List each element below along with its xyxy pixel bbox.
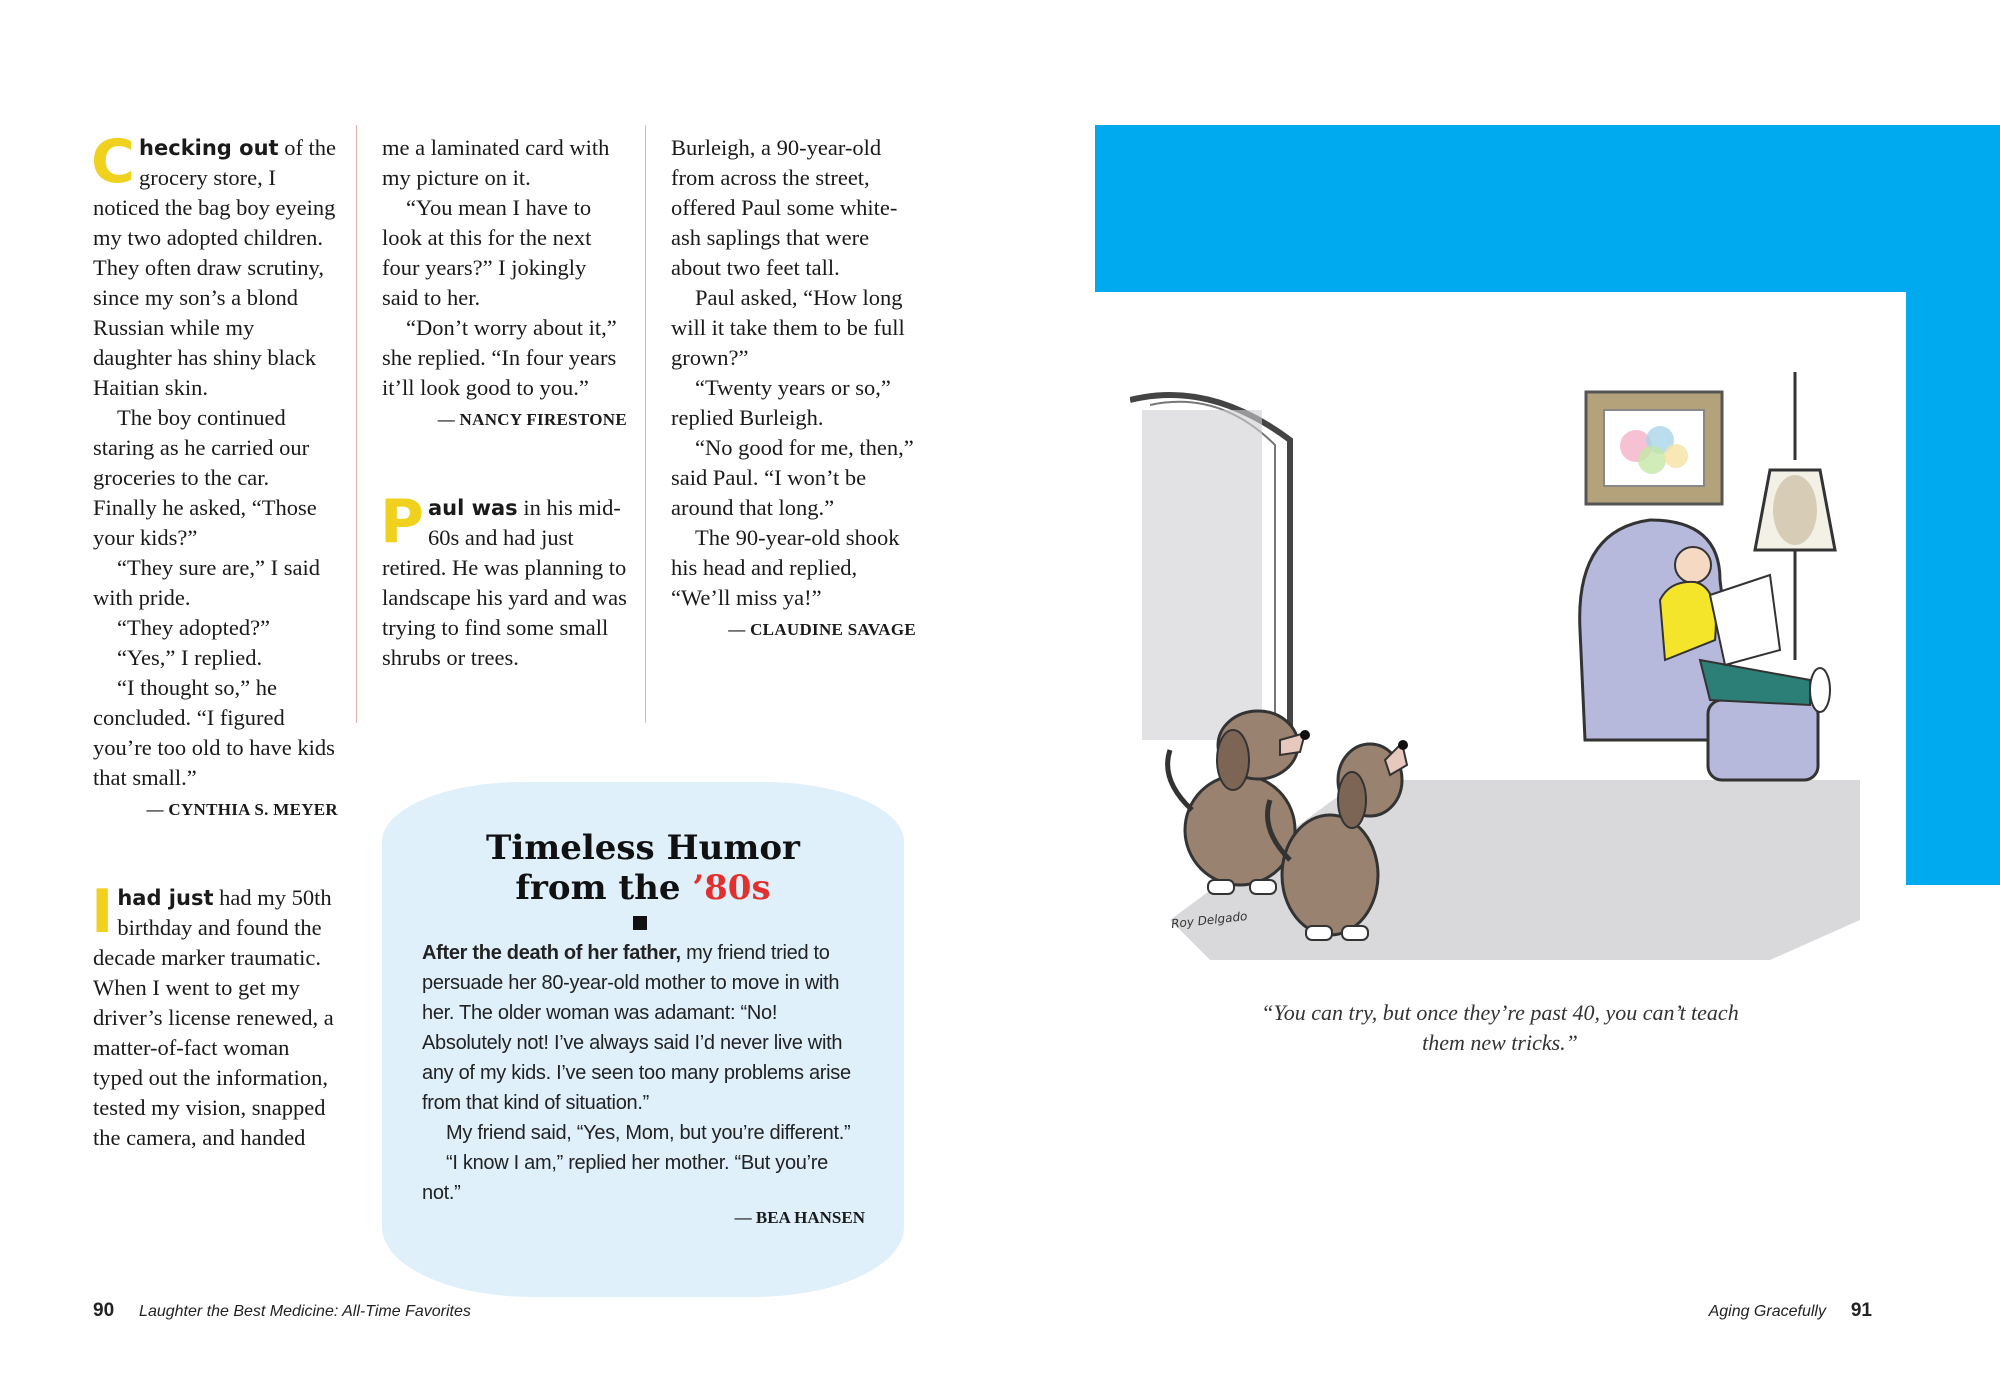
story3-para3: “Twenty years or so,” replied Burleigh. xyxy=(671,375,891,430)
drop-cap: P xyxy=(380,487,424,557)
footer-right xyxy=(1709,1300,1872,1322)
sidebar-para2: My friend said, “Yes, Mom, but you’re different.” xyxy=(446,1122,851,1144)
story1-para4: “They adopted?” xyxy=(117,615,271,640)
story3-para2: Paul asked, “How long will it take them to be full grown?” xyxy=(671,285,905,370)
story1-para6: “I thought so,” he concluded. “I figured you’re too old to have kids that small.” xyxy=(93,675,335,790)
artist-signature: Roy Delgado xyxy=(1170,909,1249,931)
section-title: Aging Gracefully xyxy=(1708,1303,1826,1320)
story3-para1-cont: Burleigh, a 90-year-old from across the street, offered Paul some white-ash saplings that were about two feet tall. xyxy=(671,135,898,280)
story-column-1 xyxy=(91,127,338,1153)
byline: — BEA HANSEN xyxy=(734,1208,865,1227)
lead-in: hecking out xyxy=(139,136,279,160)
story-column-2 xyxy=(382,133,627,673)
cartoon-caption: “You can try, but once they’re past 40, you can’t teach them new tricks.” xyxy=(1261,1000,1739,1055)
sidebar-para1: After the death of her father, my friend tried to persuade her 80-year-old mother to move in with her. The older woman was adamant: “No! Absolutely not! I’ve always said I’d never live with any of my kids. I’ve seen too many problems arise from that kind of situation.” xyxy=(422,942,851,1114)
column-rule xyxy=(645,125,646,723)
footer-left xyxy=(93,1300,471,1322)
story3-para5: The 90-year-old shook his head and replied, “We’ll miss ya!” xyxy=(671,525,900,610)
sidebar-story xyxy=(422,938,862,1208)
story1-para5: “Yes,” I replied. xyxy=(117,645,263,670)
story1-para2: The boy continued staring as he carried our groceries to the car. Finally he asked, “Those your kids?” xyxy=(93,405,317,550)
drop-cap: C xyxy=(91,127,136,197)
story3-para1: Paul was in his mid-60s and had just retired. He was planning to landscape his yard and was trying to find some small shrubs or trees. xyxy=(380,487,627,670)
page-number: 90 xyxy=(93,1300,115,1321)
story-column-3 xyxy=(671,133,916,645)
story1-para3: “They sure are,” I said with pride. xyxy=(93,555,321,610)
story3-para4: “No good for me, then,” said Paul. “I won’t be around that long.” xyxy=(671,435,914,520)
story2-para1: Ihad just had my 50th birthday and found the decade marker traumatic. When I went to get my driver’s license renewed, a matter-of-fact woman typed out the information, tested my vision, snapped the camera, and handed xyxy=(91,877,334,1150)
square-bullet-icon xyxy=(633,916,647,930)
lead-in: aul was xyxy=(427,496,518,520)
story2-para1-cont: me a laminated card with my picture on it. xyxy=(382,135,610,190)
story2-para2: “You mean I have to look at this for the next four years?” I jokingly said to her. xyxy=(382,195,592,310)
cartoon-illustration xyxy=(1130,360,1860,980)
sidebar-para3: “I know I am,” replied her mother. “But you’re not.” xyxy=(422,1152,828,1204)
book-title: Laughter the Best Medicine: All-Time Favorites xyxy=(139,1303,471,1320)
column-rule xyxy=(356,125,357,723)
story1-para1: Checking out of the grocery store, I noticed the bag boy eyeing my two adopted children. They often draw scrutiny, since my son’s a blond Russian while my daughter has shiny black Haitian skin. xyxy=(91,127,337,400)
page-number: 91 xyxy=(1850,1300,1872,1321)
byline: — NANCY FIRESTONE xyxy=(437,410,627,429)
story2-para3: “Don’t worry about it,” she replied. “In four years it’ll look good to you.” xyxy=(382,315,617,400)
lead-in: had just xyxy=(117,886,214,910)
drop-cap: I xyxy=(91,877,114,947)
byline: — CYNTHIA S. MEYER xyxy=(146,800,338,819)
sidebar-title: Timeless Humor from the ’80s xyxy=(486,828,800,908)
byline: — CLAUDINE SAVAGE xyxy=(728,620,916,639)
